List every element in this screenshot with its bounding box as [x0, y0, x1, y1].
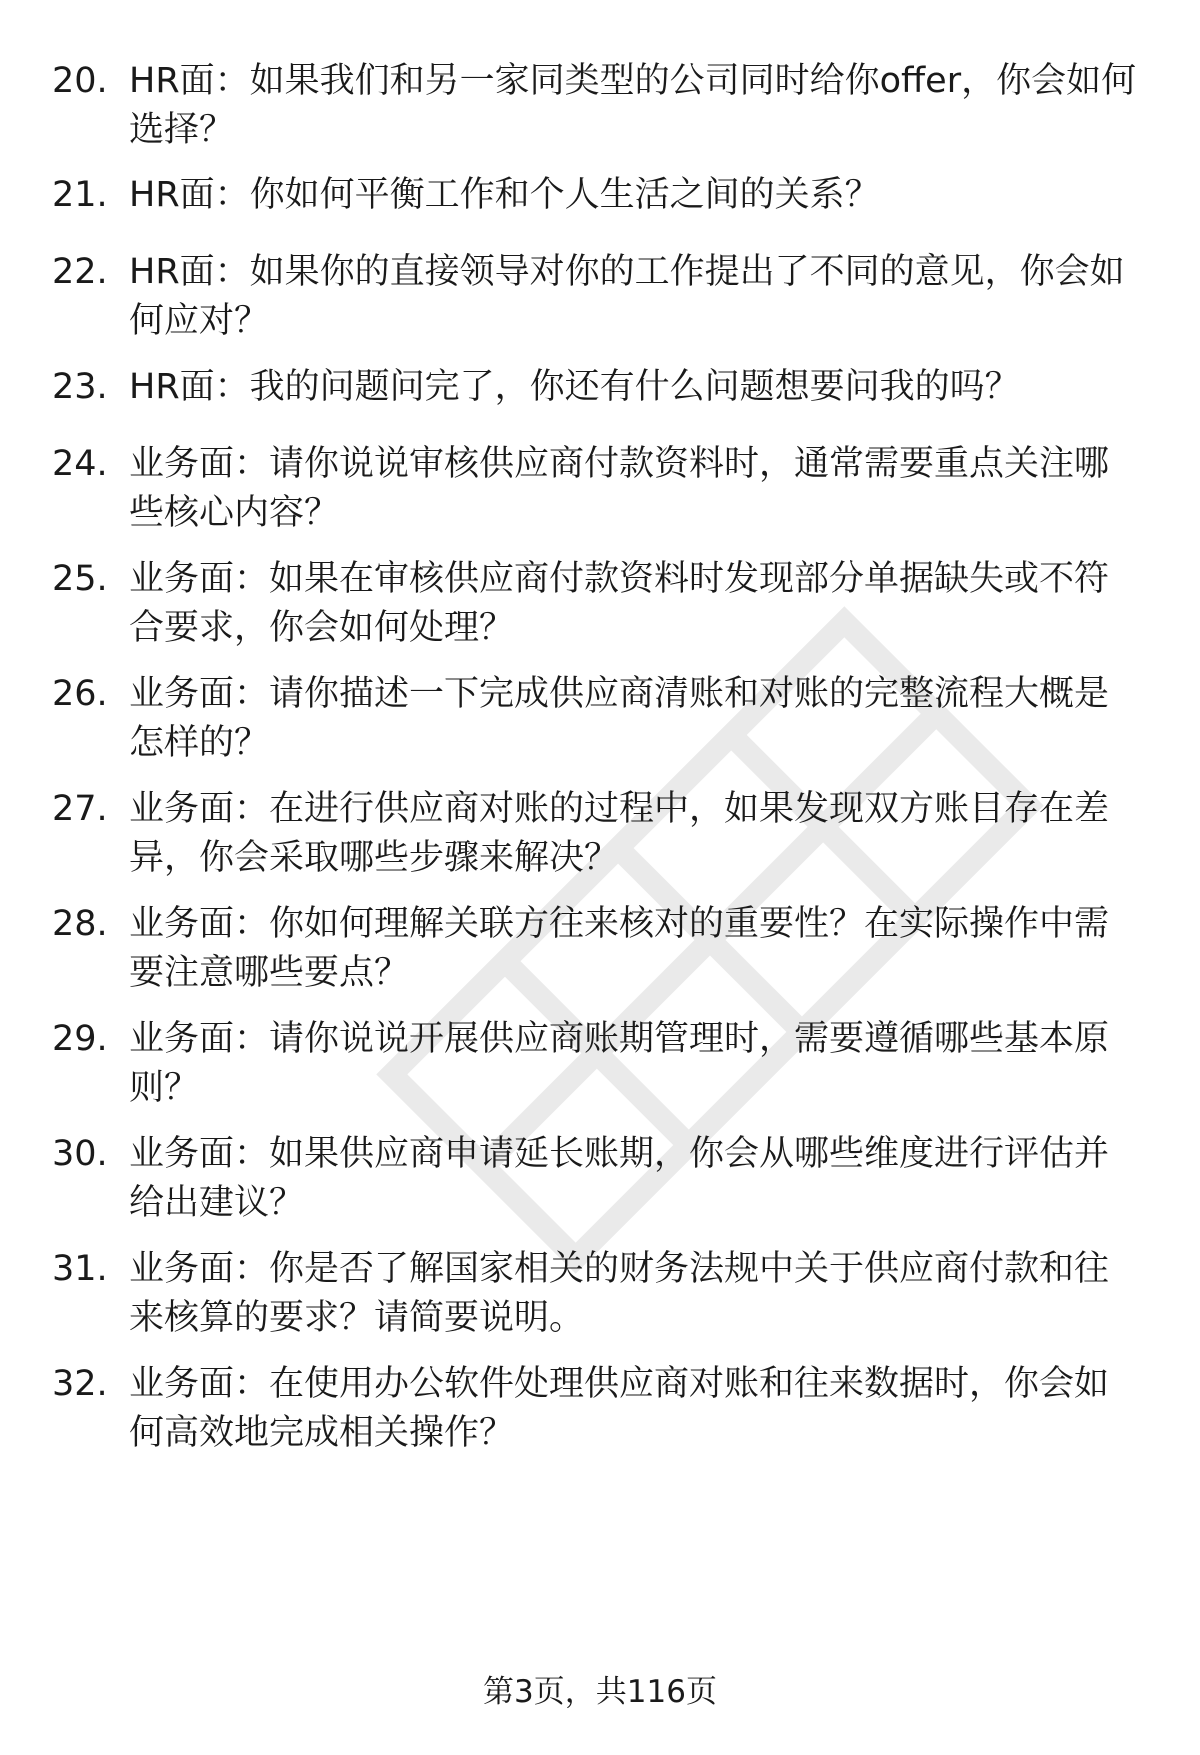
question-text: 业务面：请你说说开展供应商账期管理时，需要遵循哪些基本原则？: [129, 1019, 1110, 1108]
question-number: 31.: [52, 1249, 108, 1289]
question-text: 业务面：在进行供应商对账的过程中，如果发现双方账目存在差异，你会采取哪些步骤来解决？: [129, 789, 1110, 878]
question-number: 32.: [52, 1364, 108, 1404]
question-number: 30.: [52, 1134, 108, 1174]
page-footer: 第3页，共116页: [483, 1674, 717, 1710]
question-text: 业务面：在使用办公软件处理供应商对账和往来数据时，你会如何高效地完成相关操作？: [129, 1364, 1110, 1453]
question-number: 25.: [52, 559, 108, 599]
question-text: HR面：如果你的直接领导对你的工作提出了不同的意见，你会如何应对？: [129, 252, 1125, 341]
question-text: 业务面：请你描述一下完成供应商清账和对账的完整流程大概是怎样的？: [129, 674, 1110, 763]
question-number: 27.: [52, 789, 108, 829]
question-number: 20.: [52, 61, 108, 101]
question-number: 24.: [52, 444, 108, 484]
question-text: 业务面：请你说说审核供应商付款资料时，通常需要重点关注哪些核心内容？: [129, 444, 1110, 533]
question-text: HR面：我的问题问完了，你还有什么问题想要问我的吗？: [129, 367, 1020, 407]
question-number: 21.: [52, 175, 108, 215]
question-text: 业务面：如果在审核供应商付款资料时发现部分单据缺失或不符合要求，你会如何处理？: [129, 559, 1110, 648]
question-text: HR面：如果我们和另一家同类型的公司同时给你offer，你会如何选择？: [129, 61, 1137, 150]
question-number: 23.: [52, 367, 108, 407]
question-number: 22.: [52, 252, 108, 292]
question-number: 29.: [52, 1019, 108, 1059]
question-text: 业务面：你是否了解国家相关的财务法规中关于供应商付款和往来核算的要求？请简要说明。: [129, 1249, 1110, 1338]
question-number: 28.: [52, 904, 108, 944]
question-number: 26.: [52, 674, 108, 714]
question-text: 业务面：你如何理解关联方往来核对的重要性？在实际操作中需要注意哪些要点？: [129, 904, 1110, 993]
question-text: HR面：你如何平衡工作和个人生活之间的关系？: [129, 175, 880, 215]
question-text: 业务面：如果供应商申请延长账期，你会从哪些维度进行评估并给出建议？: [129, 1134, 1110, 1223]
